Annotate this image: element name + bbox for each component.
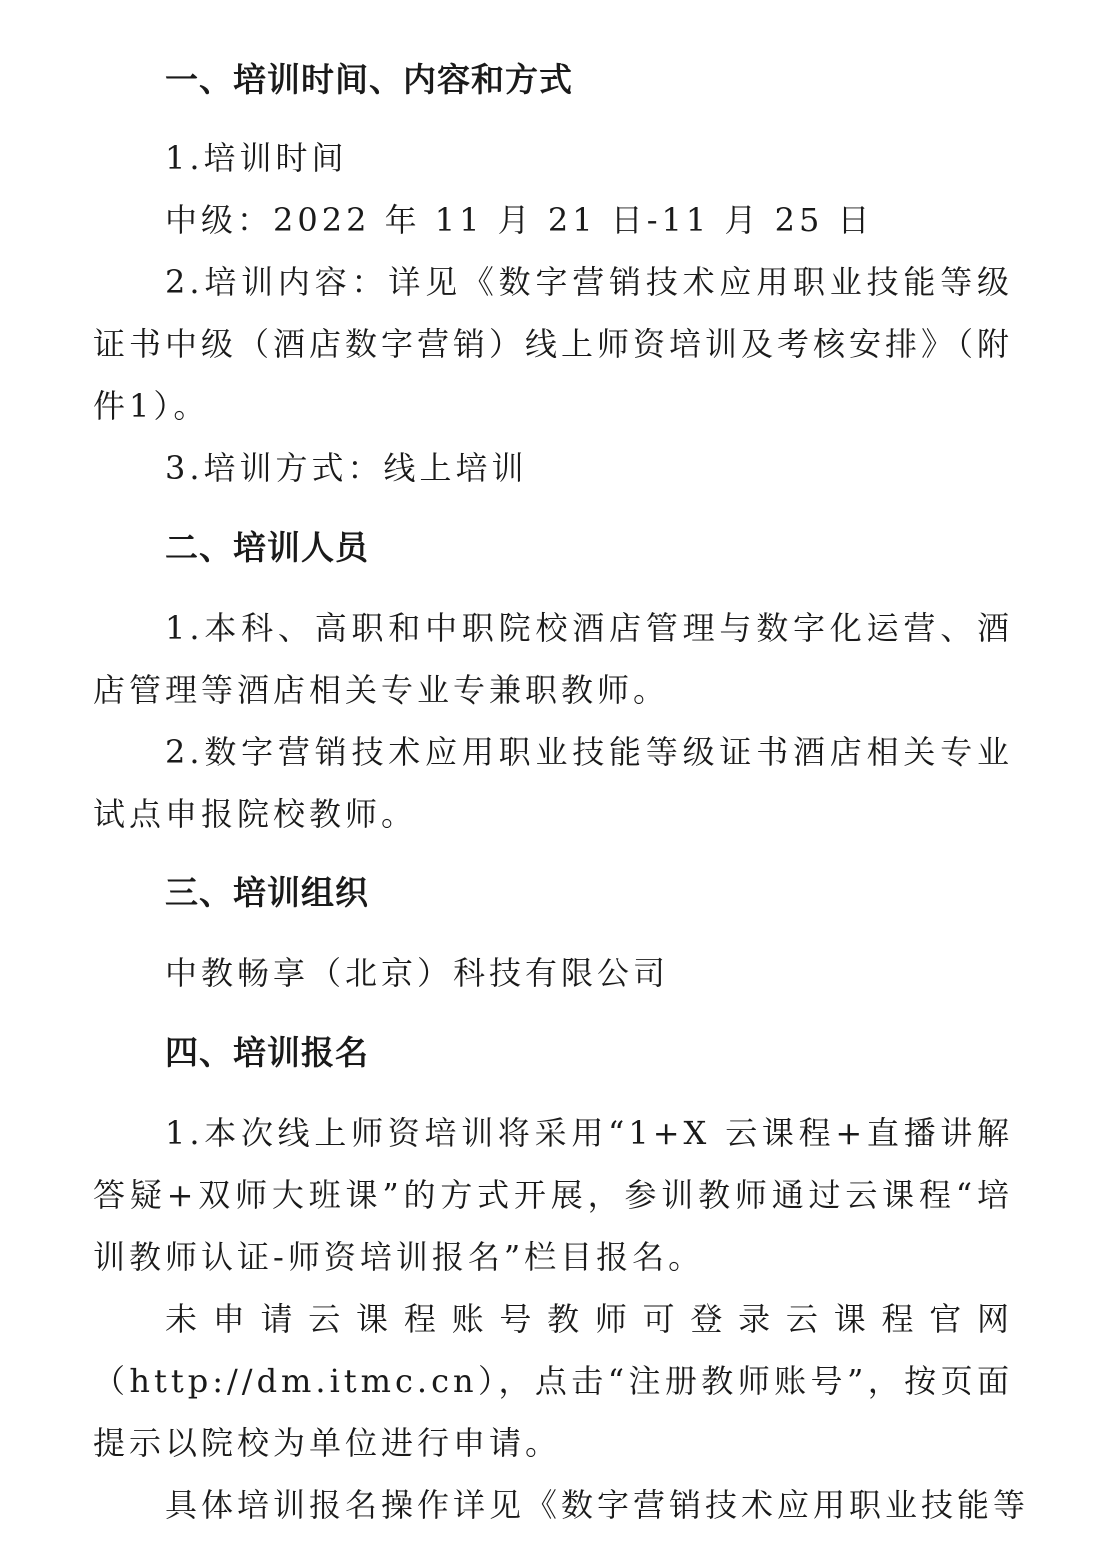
training-content: 2.培训内容：详见《数字营销技术应用职业技能等级证书中级（酒店数字营销）线上师资培训及考核安排》（附件1）。 — [93, 263, 1014, 425]
organizer-name: 中教畅享（北京）科技有限公司 — [165, 954, 670, 992]
training-method: 3.培训方式：线上培训 — [165, 449, 528, 487]
training-time-label: 1.培训时间 — [165, 139, 348, 177]
trainee-item-2: 2.数字营销技术应用职业技能等级证书酒店相关专业试点申报院校教师。 — [93, 733, 1013, 833]
section-2-heading: 二、培训人员 — [165, 528, 369, 567]
section-4-heading: 四、培训报名 — [165, 1033, 369, 1072]
registration-item-1: 1.本次线上师资培训将采用“1+X 云课程+直播讲解答疑+双师大班课”的方式开展，参训教师通过云课程“培训教师认证-师资培训报名”栏目报名。 — [93, 1114, 1013, 1276]
section-3-heading: 三、培训组织 — [165, 873, 369, 912]
training-time-value: 中级：2022 年 11 月 21 日-11 月 25 日 — [165, 201, 874, 239]
registration-detail-note: 具体培训报名操作详见《数字营销技术应用职业技能等 — [165, 1486, 1030, 1524]
section-1-heading: 一、培训时间、内容和方式 — [165, 60, 573, 99]
trainee-item-1: 1.本科、高职和中职院校酒店管理与数字化运营、酒店管理等酒店相关专业专兼职教师。 — [93, 609, 1013, 709]
registration-account-note: 未申请云课程账号教师可登录云课程官网（http://dm.itmc.cn），点击“注册教师账号”，按页面提示以院校为单位进行申请。 — [93, 1300, 1013, 1462]
